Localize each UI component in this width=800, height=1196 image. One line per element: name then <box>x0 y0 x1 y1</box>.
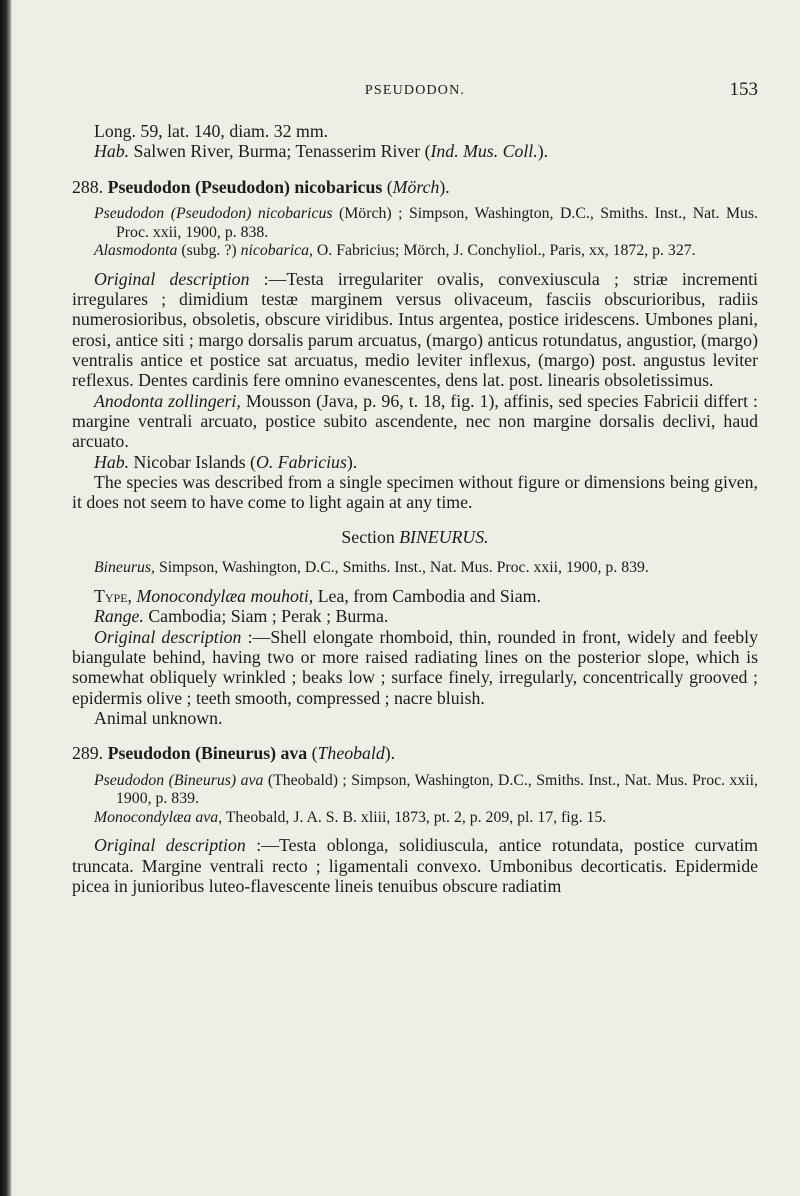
book-page <box>72 0 758 896</box>
range-label: Range. <box>94 606 144 627</box>
synonym-entry <box>72 809 758 828</box>
synonym-citation: (Mörch) ; Simpson, Washington, D.C., Smiths. Inst., Nat. Mus. Proc. xxii, 1900, p. 838. <box>116 205 758 241</box>
species-name: Pseudodon (Pseudodon) nicobaricus <box>107 176 383 197</box>
species-author: Mörch <box>392 176 440 197</box>
synonym-subgenus: (subg. ?) <box>177 242 241 260</box>
original-description-section <box>72 627 758 708</box>
synonym-citation: (Theobald) ; Simpson, Washington, D.C., Smiths. Inst., Nat. Mus. Proc. xxii, 1900, p. 839. <box>116 771 758 808</box>
original-description-289 <box>72 835 758 896</box>
section-prefix: Section <box>341 527 400 548</box>
species-name: Pseudodon (Bineurus) ava <box>107 743 308 764</box>
type-text: Lea, from Cambodia and Siam. <box>313 586 541 607</box>
synonym-name: Pseudodon (Bineurus) ava <box>94 771 264 789</box>
original-description-288 <box>72 269 758 391</box>
section-name: BINEURUS. <box>399 527 489 548</box>
synonym-entry <box>72 772 758 809</box>
reference-genus: Bineurus, <box>94 559 155 577</box>
description-label: Original description <box>94 268 250 289</box>
description-text: :—Shell elongate rhomboid, thin, rounded in front, widely and feebly biangulate behind, having two or more raised radiating lines on the posterior slope, which is somewhat obliquely wrinkled ; beaks low ; surface finely, irregularly, concentrically grooved ; epidermis olive ; teeth smooth, compressed ; nacre bluish. <box>72 626 758 708</box>
synonym-species: nicobarica, <box>240 242 313 260</box>
species-heading-288: 288. Pseudodon (Pseudodon) nicobaricus (Mörch). <box>72 176 450 197</box>
page-binding-edge <box>0 0 12 1196</box>
synonym-name: Monocondylæa ava, <box>94 808 223 826</box>
description-text: :—Testa irregulariter ovalis, convexiuscula ; striæ incrementi irregulares ; dimidium testæ marginem versus olivaceum, fasciis obscurioribus, radiis numerosioribus, obsoletis, obscure viridibus. Intus argentea, postice iridescens. Umbones plani, erosi, antice siti ; margo dorsalis parum arcuatus, (margo) anticus rotundatus, angustior, (margo) ventralis antice et postice sat arcuatus, medio leviter inflexus, (margo) post. angustus leviter reflexus. Dentes cardinis fere omnino evanescentes, dens lat. post. linearis obsoletissimus. <box>72 268 758 391</box>
measurements-line: Long. 59, lat. 140, diam. 32 mm. <box>94 121 329 141</box>
section-title <box>72 527 758 547</box>
section-reference <box>72 559 758 578</box>
page-number: 153 <box>729 79 758 100</box>
species-number: 288. <box>72 176 104 197</box>
species-note: The species was described from a single specimen without figure or dimensions being given, it does not seem to have come to light again at any time. <box>72 471 758 513</box>
compared-species: Anodonta zollingeri, <box>94 390 241 411</box>
hab-text: Salwen River, Burma; Tenasserim River ( <box>129 141 431 162</box>
hab-text: Nicobar Islands ( <box>129 451 256 472</box>
comparison-text: Mousson (Java, p. 96, t. 18, fig. 1), affinis, sed species Fabricii differt : margine ventrali arcuato, postice subito ascendente, nec non margine dorsalis declivi, haud arcuato. <box>72 390 758 452</box>
hab-label: Hab. <box>94 451 130 472</box>
species-heading-289: 289. Pseudodon (Bineurus) ava (Theobald). <box>72 743 396 764</box>
description-text: :—Testa oblonga, solidiuscula, antice rotundata, postice curvatim truncata. Margine ventrali recto ; ligamentali convexo. Umbonibus decorticatis. Epidermide picea in junioribus luteo-flavescente lineis tenuibus obscure radiatim <box>72 835 758 896</box>
hab-source: Ind. Mus. Coll. <box>430 141 538 162</box>
type-species: Monocondylæa mouhoti, <box>136 586 314 607</box>
animal-line: Animal unknown. <box>94 707 223 728</box>
species-number: 289. <box>72 743 104 764</box>
hab-end: ). <box>346 451 358 472</box>
running-title: PSEUDODON. <box>364 83 466 98</box>
description-label: Original description <box>94 835 246 856</box>
running-head <box>72 79 758 109</box>
species-author: Theobald <box>317 743 385 764</box>
description-label: Original description <box>94 626 242 647</box>
comparison-paragraph <box>72 391 758 452</box>
synonym-entry <box>72 205 758 242</box>
hab-label: Hab. <box>94 141 130 162</box>
synonym-citation: Theobald, J. A. S. B. xliii, 1873, pt. 2, p. 209, pl. 17, fig. 15. <box>222 808 607 826</box>
type-label: Type, <box>94 586 132 607</box>
synonym-name: Alasmodonta <box>94 242 178 260</box>
synonym-entry <box>72 242 758 261</box>
hab-end: ). <box>537 141 549 162</box>
synonym-name: Pseudodon (Pseudodon) nicobaricus <box>94 205 333 223</box>
hab-source: O. Fabricius <box>255 451 347 472</box>
reference-citation: Simpson, Washington, D.C., Smiths. Inst., Nat. Mus. Proc. xxii, 1900, p. 839. <box>155 559 649 577</box>
synonym-citation: O. Fabricius; Mörch, J. Conchyliol., Paris, xx, 1872, p. 327. <box>312 242 696 260</box>
habitat-paragraph <box>72 141 758 161</box>
type-line <box>72 586 758 606</box>
range-text: Cambodia; Siam ; Perak ; Burma. <box>143 606 389 627</box>
range-line <box>72 606 758 626</box>
habitat-paragraph-288 <box>72 452 758 472</box>
